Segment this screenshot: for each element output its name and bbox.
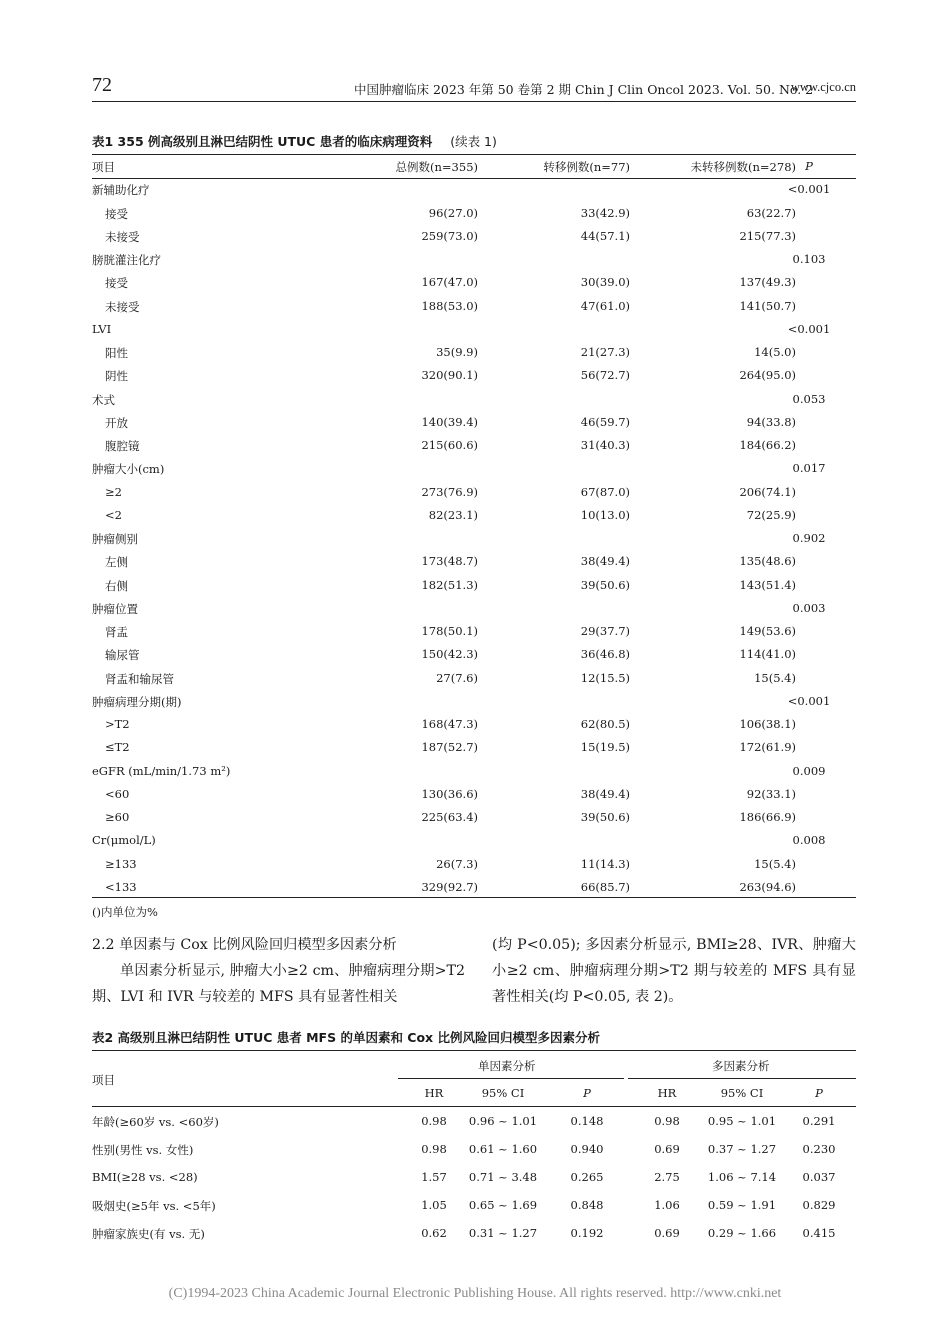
table2-cell-ci-multi: 0.29 ~ 1.66	[707, 1226, 777, 1240]
table2-cell-hr-multi: 0.98	[654, 1114, 680, 1128]
table1-cell-no-metastasis: 114(41.0)	[739, 647, 796, 662]
table1-row	[92, 296, 856, 319]
table1-cell-p-value: 0.003	[792, 600, 826, 615]
table1-cell-item: ≥2	[105, 484, 122, 499]
table1-cell-item: 肾盂	[105, 625, 128, 639]
page-number: 72	[92, 74, 112, 96]
table1-cell-metastasis: 21(27.3)	[580, 345, 630, 359]
table1-cell-no-metastasis: 263(94.6)	[739, 879, 796, 894]
table1-cell-no-metastasis: 141(50.7)	[739, 298, 796, 313]
running-header	[92, 74, 856, 100]
table1-cell-total: 150(42.3)	[421, 647, 478, 662]
table2-cell-p-multi: 0.829	[802, 1198, 836, 1212]
table2-cell-p-multi: 0.037	[802, 1170, 836, 1184]
table1-row	[92, 784, 856, 807]
table1-header-item: 项目	[92, 160, 115, 174]
copyright-footer: (C)1994-2023 China Academic Journal Electronic Publishing House. All rights reserved. http://www.cnki.net	[168, 1286, 782, 1301]
table1-cell-total: 225(63.4)	[421, 810, 478, 824]
table2-header-rule	[92, 1106, 856, 1107]
table2-cell-hr-multi: 1.06	[654, 1198, 680, 1212]
section-paragraph-right: (均 P<0.05); 多因素分析显示, BMI≥28、IVR、肿瘤大小≥2 cm、肿瘤病理分期>T2 期与较差的 MFS 具有显著性相关(均 P<0.05, 表 2)。	[492, 937, 856, 1005]
table2-cell-p-multi: 0.291	[802, 1114, 836, 1128]
table1-row	[92, 644, 856, 667]
table2-group-univariate: 单因素分析	[478, 1059, 536, 1073]
table1-cell-metastasis: 12(15.5)	[580, 670, 630, 685]
table1-header-rule	[92, 178, 856, 179]
table1-cell-p-value: <0.001	[787, 321, 831, 336]
table1-cell-total: 27(7.6)	[436, 670, 478, 685]
table1-cell-total: 187(52.7)	[421, 740, 478, 755]
table1-row	[92, 621, 856, 644]
table1-cell-metastasis: 56(72.7)	[580, 368, 630, 383]
table1-bottom-rule	[92, 897, 856, 898]
table2-cell-ci-uni: 0.96 ~ 1.01	[468, 1114, 538, 1128]
table1-row	[92, 551, 856, 574]
table1-cell-item: 阳性	[105, 346, 128, 360]
table2-cell-ci-uni: 0.65 ~ 1.69	[468, 1198, 538, 1212]
table1-cell-total: 320(90.1)	[421, 368, 478, 383]
table2-cell-p-multi: 0.230	[802, 1142, 836, 1156]
table1-row	[92, 575, 856, 598]
table2-cell-p-uni: 0.848	[570, 1198, 604, 1212]
table1-cell-item: LVI	[92, 321, 112, 336]
table2-top-rule	[92, 1050, 856, 1051]
table2-cell-hr-multi: 0.69	[654, 1142, 680, 1156]
table1-header-no-metastasis: 未转移例数(n=278)	[690, 160, 796, 174]
table1-cell-no-metastasis: 172(61.9)	[739, 740, 796, 755]
table1-top-rule	[92, 154, 856, 155]
table1-cell-metastasis: 66(85.7)	[580, 879, 630, 894]
table1-cell-p-value: 0.017	[792, 461, 826, 476]
table2-subheader-ci-multi: 95% CI	[720, 1086, 764, 1100]
table1-row	[92, 342, 856, 365]
table1-cell-no-metastasis: 106(38.1)	[739, 717, 796, 731]
table1-group-row	[92, 830, 856, 853]
table1-title: 表1 355 例高级别且淋巴结阴性 UTUC 患者的临床病理资料	[92, 134, 433, 149]
table1-cell-item: 肿瘤位置	[92, 601, 138, 616]
table1-cell-total: 273(76.9)	[421, 484, 478, 499]
table1-cell-p-value: 0.902	[792, 531, 826, 545]
table1-cell-total: 35(9.9)	[436, 345, 478, 359]
table1-cell-item: 左侧	[105, 555, 128, 570]
table1-header-total: 总例数(n=355)	[395, 160, 478, 174]
table2-cell-ci-uni: 0.61 ~ 1.60	[468, 1142, 538, 1156]
table1-cell-metastasis: 15(19.5)	[580, 740, 630, 755]
table1-cell-metastasis: 46(59.7)	[580, 414, 630, 429]
table1-cell-metastasis: 38(49.4)	[580, 786, 630, 801]
table1-cell-no-metastasis: 94(33.8)	[746, 414, 796, 429]
journal-citation: 中国肿瘤临床 2023 年第 50 卷第 2 期 Chin J Clin Oncol 2023. Vol. 50. No. 2	[354, 82, 814, 97]
table1-cell-item: 腹腔镜	[105, 439, 140, 453]
table1-group-row	[92, 389, 856, 412]
table1-cell-item: 接受	[105, 206, 128, 221]
table1-cell-item: ≥133	[105, 856, 137, 871]
table2-cell-p-uni: 0.265	[570, 1170, 604, 1184]
table1-cell-total: 140(39.4)	[421, 414, 478, 429]
table1-cell-metastasis: 10(13.0)	[580, 507, 630, 522]
table2-subheader-ci-uni: 95% CI	[481, 1086, 525, 1100]
table1-cell-total: 178(50.1)	[421, 624, 478, 638]
table2-cell-ci-multi: 1.06 ~ 7.14	[707, 1170, 777, 1184]
table2-cell-hr-multi: 0.69	[654, 1226, 680, 1240]
table2-group-multivariate: 多因素分析	[712, 1059, 770, 1073]
table1-group-row	[92, 249, 856, 272]
table1-cell-no-metastasis: 186(66.9)	[739, 810, 796, 824]
header-rule	[92, 101, 856, 102]
table1-group-row	[92, 691, 856, 714]
table1-cell-total: 82(23.1)	[428, 507, 478, 522]
table1-cell-item: eGFR (mL/min/1.73 m²)	[92, 763, 231, 778]
table1-cell-no-metastasis: 92(33.1)	[746, 786, 796, 801]
table2-cell-hr-uni: 0.62	[421, 1226, 447, 1240]
table2-cell-p-multi: 0.415	[802, 1226, 836, 1240]
table1-cell-no-metastasis: 72(25.9)	[746, 507, 796, 522]
table1-cell-no-metastasis: 15(5.4)	[754, 856, 796, 871]
table2-cell-item: BMI(≥28 vs. <28)	[92, 1170, 198, 1184]
table1-row	[92, 807, 856, 830]
table1-cell-item: 肿瘤侧别	[92, 532, 138, 546]
table1-cell-no-metastasis: 63(22.7)	[746, 205, 796, 220]
table1-cell-item: 阴性	[105, 369, 128, 384]
table1-row	[92, 272, 856, 295]
table1-group-row	[92, 179, 856, 202]
table1-cell-metastasis: 38(49.4)	[580, 554, 630, 569]
table1-header-p: P	[805, 159, 813, 173]
table1-cell-item: 接受	[105, 276, 128, 291]
table1-cell-total: 259(73.0)	[421, 228, 478, 243]
table2-cell-ci-multi: 0.59 ~ 1.91	[707, 1198, 777, 1212]
table1-cell-total: 168(47.3)	[421, 717, 478, 731]
table2-cell-hr-uni: 0.98	[421, 1142, 447, 1156]
table1-cell-metastasis: 39(50.6)	[580, 810, 630, 824]
table1-cell-item: <133	[105, 879, 137, 894]
table2-subheader-p-multi: P	[815, 1086, 823, 1100]
table2-cell-item: 吸烟史(≥5年 vs. <5年)	[92, 1199, 216, 1213]
table1-group-row	[92, 458, 856, 481]
table2-cell-ci-uni: 0.71 ~ 3.48	[468, 1170, 538, 1184]
table1-cell-metastasis: 33(42.9)	[580, 205, 630, 220]
table1-cell-total: 96(27.0)	[428, 205, 478, 220]
table1-group-row	[92, 761, 856, 784]
table2-cell-p-uni: 0.192	[570, 1226, 604, 1240]
table1-cell-item: 膀胱灌注化疗	[92, 253, 161, 267]
table1-cell-p-value: <0.001	[787, 182, 831, 197]
table1-group-row	[92, 598, 856, 621]
table1-cell-no-metastasis: 143(51.4)	[739, 577, 796, 592]
table2-cell-hr-uni: 0.98	[421, 1114, 447, 1128]
table1-cell-item: 开放	[105, 415, 128, 430]
table1-group-row	[92, 528, 856, 551]
table2-univariate-rule	[398, 1078, 624, 1079]
table2-cell-p-uni: 0.940	[570, 1142, 604, 1156]
table1-cell-item: 右侧	[105, 578, 128, 593]
journal-url: www.cjco.cn	[790, 80, 856, 94]
table2-cell-p-uni: 0.148	[570, 1114, 604, 1128]
table1-cell-item: Cr(μmol/L)	[92, 833, 156, 848]
table1-row	[92, 668, 856, 691]
table1-row	[92, 505, 856, 528]
table1-cell-metastasis: 47(61.0)	[580, 298, 630, 313]
table2-cell-hr-uni: 1.57	[421, 1170, 447, 1184]
table1-row	[92, 854, 856, 877]
table2-cell-hr-multi: 2.75	[654, 1170, 680, 1184]
table1-cell-p-value: 0.008	[792, 833, 826, 848]
table1-cell-item: 未接受	[105, 229, 140, 244]
table1-header-row	[92, 156, 856, 179]
table1-cell-metastasis: 31(40.3)	[580, 438, 630, 452]
table1-cell-no-metastasis: 184(66.2)	[739, 438, 796, 452]
table1-cell-total: 182(51.3)	[421, 577, 478, 592]
table1-cell-metastasis: 11(14.3)	[580, 856, 630, 871]
table1-cell-item: ≥60	[105, 810, 130, 824]
table1-cell-p-value: <0.001	[787, 693, 831, 708]
table1-cell-item: 术式	[92, 392, 115, 407]
table1-row	[92, 412, 856, 435]
section-paragraph-left: 单因素分析显示, 肿瘤大小≥2 cm、肿瘤病理分期>T2 期、LVI 和 IVR 与较差的 MFS 具有显著性相关	[92, 963, 465, 1005]
table1-cell-item: <60	[105, 786, 130, 801]
table1-row	[92, 226, 856, 249]
table1-row	[92, 435, 856, 458]
table1-cell-total: 188(53.0)	[421, 298, 478, 313]
table1-cell-item: <2	[105, 507, 122, 522]
table1-cell-metastasis: 30(39.0)	[580, 275, 630, 290]
table1-cell-total: 173(48.7)	[421, 554, 478, 569]
table2-cell-item: 肿瘤家族史(有 vs. 无)	[92, 1227, 205, 1241]
table2-cell-ci-multi: 0.95 ~ 1.01	[707, 1114, 777, 1128]
table1-continued: (续表 1)	[450, 134, 497, 149]
table2-cell-ci-uni: 0.31 ~ 1.27	[468, 1226, 538, 1240]
table2-subheader-hr-multi: HR	[657, 1086, 677, 1100]
table1-cell-item: 肿瘤病理分期(期)	[92, 694, 182, 709]
table1-cell-item: 未接受	[105, 299, 140, 314]
table2-subheader-p-uni: P	[583, 1086, 591, 1100]
table1-cell-metastasis: 36(46.8)	[580, 647, 630, 662]
table1-cell-p-value: 0.103	[792, 252, 826, 266]
table1-cell-metastasis: 29(37.7)	[580, 624, 630, 638]
table1-cell-metastasis: 67(87.0)	[580, 484, 630, 499]
section-heading: 2.2 单因素与 Cox 比例风险回归模型多因素分析	[92, 937, 397, 953]
table1-row	[92, 482, 856, 505]
table1-row	[92, 714, 856, 737]
table1-cell-no-metastasis: 206(74.1)	[739, 484, 796, 499]
table1-cell-total: 26(7.3)	[436, 856, 478, 871]
table2-cell-ci-multi: 0.37 ~ 1.27	[707, 1142, 777, 1156]
table1-cell-metastasis: 39(50.6)	[580, 577, 630, 592]
table2-cell-item: 年龄(≥60岁 vs. <60岁)	[92, 1115, 219, 1129]
table1-cell-item: ≤T2	[105, 740, 130, 755]
table1	[92, 156, 856, 900]
table1-cell-p-value: 0.009	[792, 763, 826, 778]
table1-cell-no-metastasis: 135(48.6)	[739, 554, 796, 569]
table1-cell-p-value: 0.053	[792, 391, 826, 406]
table1-cell-item: 输尿管	[105, 648, 140, 663]
table1-cell-total: 215(60.6)	[421, 438, 478, 452]
table2-cell-hr-uni: 1.05	[421, 1198, 447, 1212]
table2-multivariate-rule	[628, 1078, 856, 1079]
table1-cell-item: >T2	[105, 717, 130, 731]
table2-header-item: 项目	[92, 1073, 115, 1087]
table1-cell-no-metastasis: 14(5.0)	[754, 345, 796, 359]
table1-row	[92, 203, 856, 226]
table1-row	[92, 365, 856, 388]
table2-caption: 表2 高级别且淋巴结阴性 UTUC 患者 MFS 的单因素和 Cox 比例风险回归模型多因素分析	[92, 1030, 600, 1045]
table1-header-metastasis: 转移例数(n=77)	[543, 160, 630, 174]
table1-cell-no-metastasis: 264(95.0)	[739, 368, 796, 383]
table1-cell-metastasis: 44(57.1)	[580, 228, 630, 243]
table1-cell-item: 新辅助化疗	[92, 183, 150, 198]
table1-row	[92, 737, 856, 760]
table1-note: ()内单位为%	[92, 905, 158, 919]
table1-cell-no-metastasis: 15(5.4)	[754, 670, 796, 685]
table1-cell-total: 329(92.7)	[421, 879, 478, 894]
table1-cell-no-metastasis: 215(77.3)	[739, 228, 796, 243]
table1-cell-no-metastasis: 149(53.6)	[739, 624, 796, 638]
table1-cell-metastasis: 62(80.5)	[580, 717, 630, 731]
table1-cell-total: 130(36.6)	[421, 786, 478, 801]
table2-subheader-hr-uni: HR	[424, 1086, 444, 1100]
table1-cell-no-metastasis: 137(49.3)	[739, 275, 796, 290]
table1-caption	[92, 132, 497, 150]
table1-group-row	[92, 319, 856, 342]
table1-cell-item: 肾盂和输尿管	[105, 671, 174, 686]
table1-cell-item: 肿瘤大小(cm)	[92, 462, 165, 477]
table1-cell-total: 167(47.0)	[421, 275, 478, 290]
table2-cell-item: 性别(男性 vs. 女性)	[92, 1143, 194, 1157]
